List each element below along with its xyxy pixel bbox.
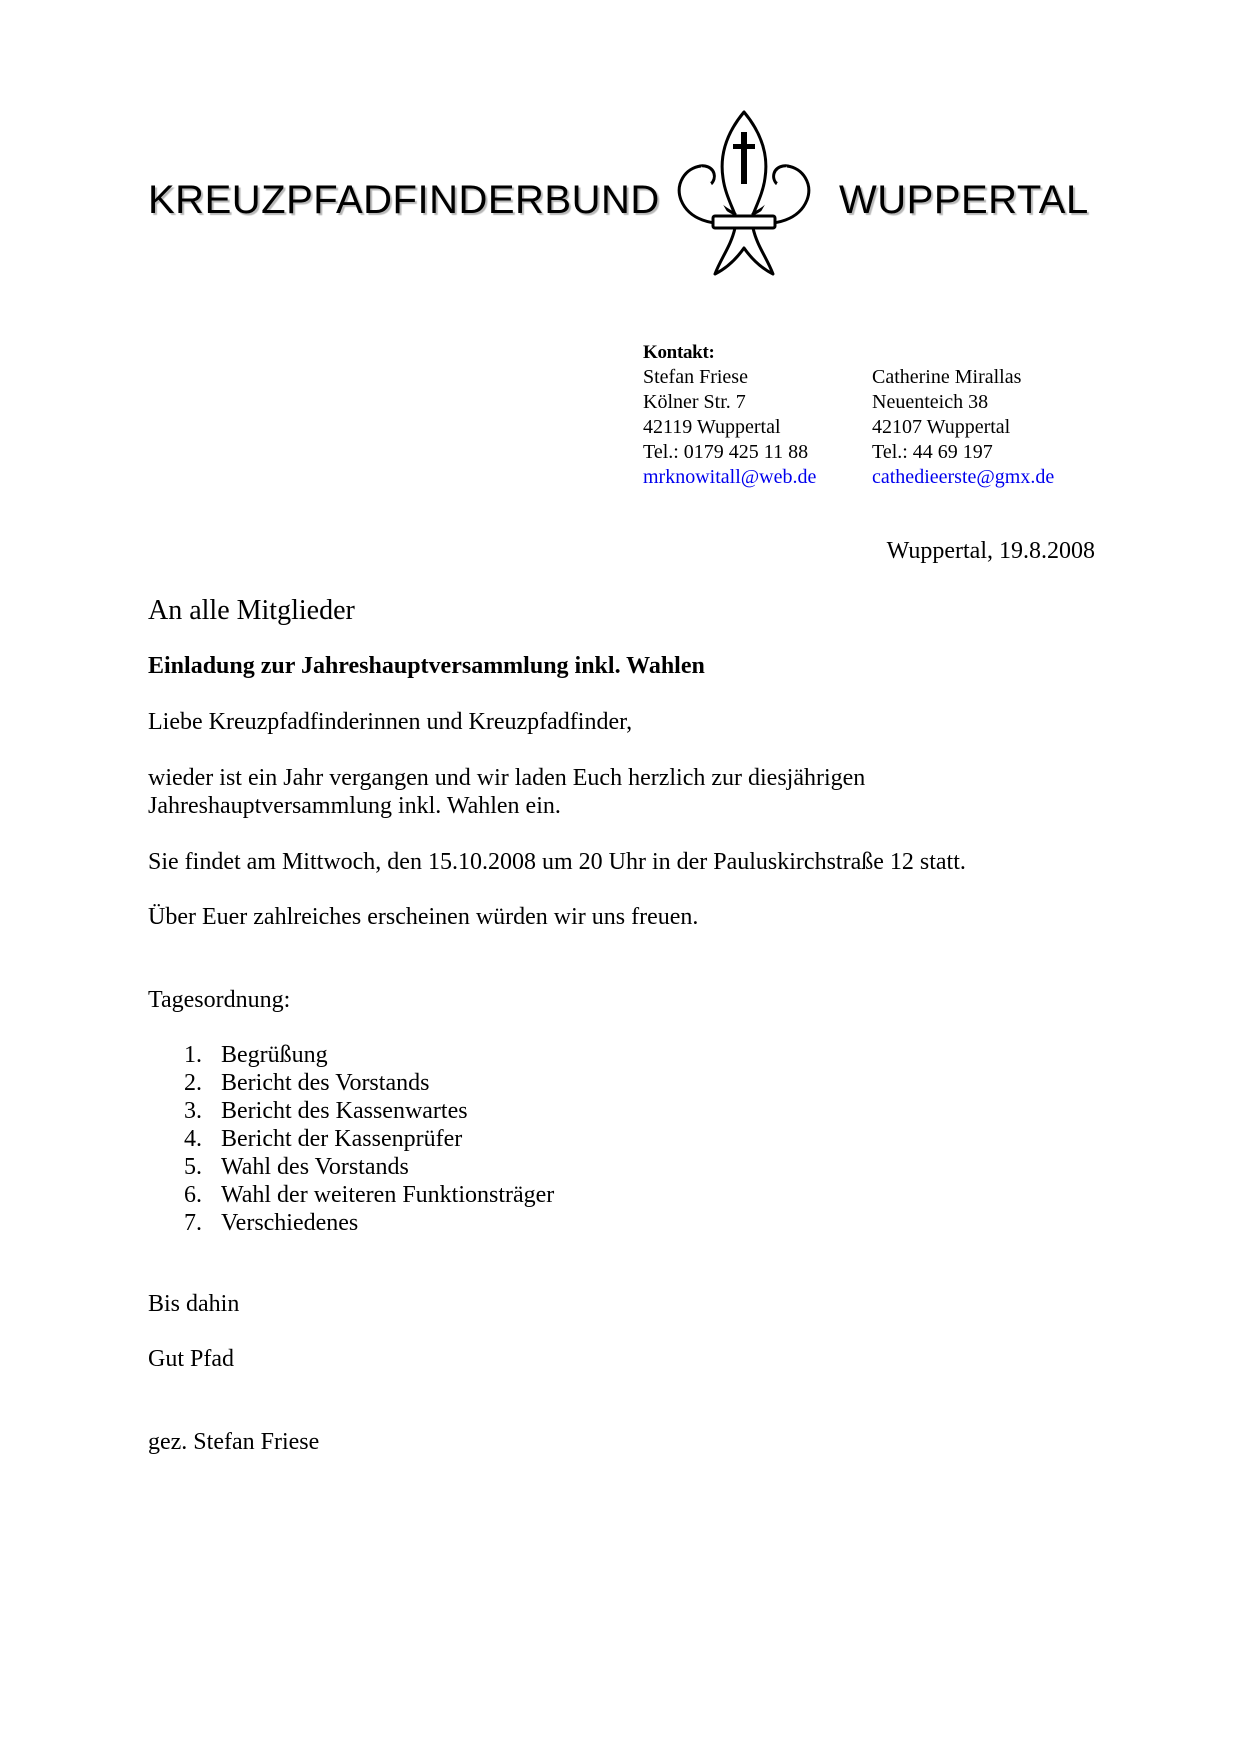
contact1-phone: Tel.: 0179 425 11 88 [643,441,809,463]
letter-date: Wuppertal, 19.8.2008 [886,538,1095,564]
agenda-item [148,1209,554,1237]
closing-line-1: Bis dahin [148,1291,240,1317]
agenda-item [148,1181,554,1209]
body-paragraph-1: wieder ist ein Jahr vergangen und wir laden Euch herzlich zur diesjährigen Jahreshauptversammlung inkl. Wahlen ein. [148,765,866,819]
agenda-item-number: 2. [184,1070,202,1096]
agenda-item-text: Bericht des Kassenwartes [221,1098,468,1124]
agenda-item-number: 4. [184,1126,202,1152]
org-name-right: WUPPERTAL [839,178,1089,222]
letter-subject: Einladung zur Jahreshauptversammlung inkl. Wahlen [148,653,705,679]
contact2-street: Neuenteich 38 [872,391,989,413]
agenda-item-number: 5. [184,1154,202,1180]
recipient-line: An alle Mitglieder [148,595,355,626]
contact-block-right [872,365,1054,490]
signature: gez. Stefan Friese [148,1429,320,1455]
agenda-title: Tagesordnung: [148,987,291,1013]
agenda-item-text: Wahl der weiteren Funktionsträger [221,1182,555,1208]
agenda-item [148,1097,554,1125]
agenda-item-number: 1. [184,1042,202,1068]
agenda-item [148,1153,554,1181]
agenda-item-text: Begrüßung [221,1042,328,1068]
contact2-phone: Tel.: 44 69 197 [872,441,993,463]
agenda-item-number: 7. [184,1210,202,1236]
contact1-street: Kölner Str. 7 [643,391,746,413]
agenda-item [148,1125,554,1153]
contact2-email-link[interactable]: cathedieerste@gmx.de [872,466,1055,488]
greeting: Liebe Kreuzpfadfinderinnen und Kreuzpfadfinder, [148,709,633,735]
agenda-list [148,1041,554,1237]
contact1-email-link[interactable]: mrknowitall@web.de [643,466,817,488]
body-paragraph-2: Sie findet am Mittwoch, den 15.10.2008 um 20 Uhr in der Pauluskirchstraße 12 statt. [148,849,966,875]
agenda-item-text: Bericht des Vorstands [221,1070,430,1096]
agenda-item-number: 3. [184,1098,202,1124]
agenda-item-text: Verschiedenes [221,1210,359,1236]
agenda-item-text: Wahl des Vorstands [221,1154,409,1180]
contact1-city: 42119 Wuppertal [643,416,781,438]
agenda-item [148,1069,554,1097]
agenda-item [148,1041,554,1069]
contact2-name: Catherine Mirallas [872,366,1022,388]
closing-line-2: Gut Pfad [148,1346,234,1372]
contact-block-left [643,340,816,490]
contact-heading: Kontakt: [643,342,715,363]
agenda-item-number: 6. [184,1182,202,1208]
body-paragraph-3: Über Euer zahlreiches erscheinen würden wir uns freuen. [148,904,699,930]
agenda-item-text: Bericht der Kassenprüfer [221,1126,463,1152]
fleur-de-lis-cross-icon [675,108,813,283]
org-name-left: KREUZPFADFINDERBUND [148,178,660,222]
contact2-city: 42107 Wuppertal [872,416,1011,438]
contact1-name: Stefan Friese [643,366,748,388]
